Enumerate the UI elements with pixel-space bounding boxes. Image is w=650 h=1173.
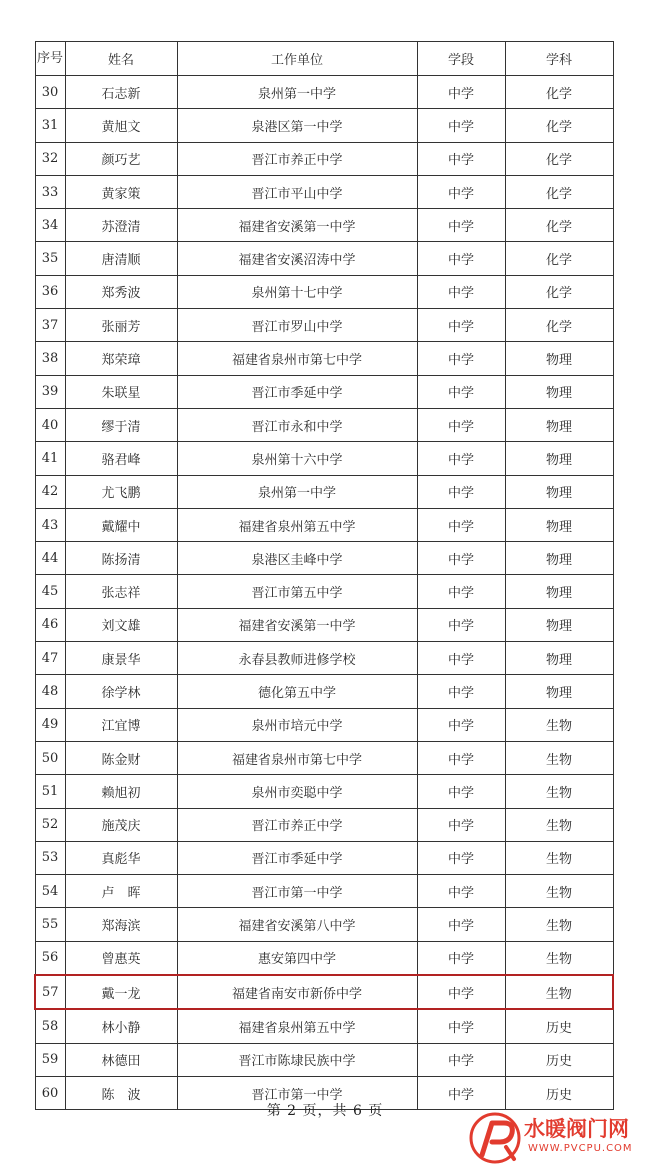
cell-subject: 生物	[505, 941, 613, 975]
cell-stage: 中学	[417, 275, 505, 308]
cell-unit: 福建省泉州市第七中学	[177, 741, 417, 774]
cell-subject: 物理	[505, 608, 613, 641]
cell-no: 57	[35, 975, 65, 1009]
cell-subject: 生物	[505, 708, 613, 741]
table-row	[35, 875, 613, 908]
cell-no: 49	[35, 708, 65, 741]
cell-name: 陈扬清	[65, 542, 177, 575]
cell-no: 60	[35, 1076, 65, 1109]
cell-name: 戴耀中	[65, 508, 177, 541]
cell-no: 41	[35, 442, 65, 475]
cell-name: 陈金财	[65, 741, 177, 774]
cell-no: 40	[35, 408, 65, 441]
table-row	[35, 808, 613, 841]
cell-subject: 化学	[505, 142, 613, 175]
cell-stage: 中学	[417, 1043, 505, 1076]
table-row	[35, 608, 613, 641]
cell-stage: 中学	[417, 508, 505, 541]
cell-name: 黄旭文	[65, 109, 177, 142]
cell-stage: 中学	[417, 708, 505, 741]
cell-name: 陈 波	[65, 1076, 177, 1109]
cell-unit: 泉港区圭峰中学	[177, 542, 417, 575]
cell-stage: 中学	[417, 642, 505, 675]
teacher-roster-table	[34, 41, 614, 1110]
cell-subject: 物理	[505, 508, 613, 541]
header-subject: 学科	[505, 42, 613, 76]
cell-name: 真彪华	[65, 841, 177, 874]
cell-unit: 泉州第一中学	[177, 475, 417, 508]
cell-stage: 中学	[417, 841, 505, 874]
cell-subject: 物理	[505, 475, 613, 508]
cell-name: 郑荣璋	[65, 342, 177, 375]
table-row	[35, 741, 613, 774]
cell-stage: 中学	[417, 875, 505, 908]
cell-name: 唐清顺	[65, 242, 177, 275]
cell-stage: 中学	[417, 575, 505, 608]
cell-subject: 物理	[505, 675, 613, 708]
cell-name: 石志新	[65, 76, 177, 109]
cell-no: 54	[35, 875, 65, 908]
cell-unit: 泉港区第一中学	[177, 109, 417, 142]
cell-stage: 中学	[417, 442, 505, 475]
cell-stage: 中学	[417, 941, 505, 975]
cell-name: 施茂庆	[65, 808, 177, 841]
cell-subject: 历史	[505, 1043, 613, 1076]
cell-no: 38	[35, 342, 65, 375]
cell-stage: 中学	[417, 975, 505, 1009]
cell-unit: 晋江市第一中学	[177, 875, 417, 908]
header-unit: 工作单位	[177, 42, 417, 76]
cell-subject: 化学	[505, 76, 613, 109]
cell-no: 48	[35, 675, 65, 708]
table-row	[35, 708, 613, 741]
table-row	[35, 575, 613, 608]
cell-no: 33	[35, 175, 65, 208]
cell-subject: 化学	[505, 209, 613, 242]
cell-unit: 福建省泉州市第七中学	[177, 342, 417, 375]
cell-no: 59	[35, 1043, 65, 1076]
cell-unit: 福建省泉州第五中学	[177, 508, 417, 541]
cell-stage: 中学	[417, 741, 505, 774]
cell-subject: 化学	[505, 175, 613, 208]
cell-no: 53	[35, 841, 65, 874]
cell-subject: 化学	[505, 309, 613, 342]
table-row	[35, 309, 613, 342]
table-row	[35, 342, 613, 375]
cell-subject: 生物	[505, 741, 613, 774]
cell-no: 46	[35, 608, 65, 641]
cell-stage: 中学	[417, 542, 505, 575]
header-no: 序号	[35, 42, 65, 76]
table-row	[35, 242, 613, 275]
cell-no: 36	[35, 275, 65, 308]
header-name: 姓名	[65, 42, 177, 76]
cell-stage: 中学	[417, 209, 505, 242]
table-row	[35, 375, 613, 408]
cell-unit: 晋江市罗山中学	[177, 309, 417, 342]
cell-unit: 福建省安溪第八中学	[177, 908, 417, 941]
cell-name: 刘文雄	[65, 608, 177, 641]
cell-unit: 晋江市永和中学	[177, 408, 417, 441]
cell-subject: 生物	[505, 975, 613, 1009]
cell-stage: 中学	[417, 1076, 505, 1109]
cell-subject: 生物	[505, 808, 613, 841]
cell-unit: 晋江市平山中学	[177, 175, 417, 208]
cell-subject: 化学	[505, 275, 613, 308]
cell-stage: 中学	[417, 175, 505, 208]
cell-subject: 物理	[505, 542, 613, 575]
cell-unit: 福建省安溪第一中学	[177, 608, 417, 641]
cell-no: 43	[35, 508, 65, 541]
cell-no: 51	[35, 775, 65, 808]
cell-no: 45	[35, 575, 65, 608]
table-row	[35, 275, 613, 308]
table-row	[35, 908, 613, 941]
table-row	[35, 76, 613, 109]
cell-name: 林德田	[65, 1043, 177, 1076]
cell-stage: 中学	[417, 1009, 505, 1043]
table-row	[35, 941, 613, 975]
cell-subject: 历史	[505, 1009, 613, 1043]
table-row	[35, 408, 613, 441]
cell-no: 58	[35, 1009, 65, 1043]
table-row	[35, 475, 613, 508]
cell-name: 郑海滨	[65, 908, 177, 941]
watermark	[468, 1107, 638, 1167]
cell-unit: 泉州第十六中学	[177, 442, 417, 475]
cell-name: 戴一龙	[65, 975, 177, 1009]
header-stage: 学段	[417, 42, 505, 76]
table-row	[35, 775, 613, 808]
cell-stage: 中学	[417, 775, 505, 808]
cell-name: 卢 晖	[65, 875, 177, 908]
cell-no: 52	[35, 808, 65, 841]
cell-no: 44	[35, 542, 65, 575]
cell-subject: 生物	[505, 875, 613, 908]
cell-no: 42	[35, 475, 65, 508]
cell-unit: 德化第五中学	[177, 675, 417, 708]
cell-no: 30	[35, 76, 65, 109]
cell-unit: 泉州第一中学	[177, 76, 417, 109]
table-row	[35, 1043, 613, 1076]
table-row	[35, 175, 613, 208]
cell-subject: 物理	[505, 575, 613, 608]
table-row	[35, 542, 613, 575]
cell-name: 赖旭初	[65, 775, 177, 808]
cell-name: 曾惠英	[65, 941, 177, 975]
cell-name: 张志祥	[65, 575, 177, 608]
table-row	[35, 109, 613, 142]
cell-unit: 晋江市陈埭民族中学	[177, 1043, 417, 1076]
cell-name: 颜巧艺	[65, 142, 177, 175]
cell-name: 骆君峰	[65, 442, 177, 475]
cell-no: 34	[35, 209, 65, 242]
cell-name: 苏澄清	[65, 209, 177, 242]
cell-unit: 晋江市季延中学	[177, 375, 417, 408]
cell-stage: 中学	[417, 309, 505, 342]
cell-unit: 福建省安溪沼涛中学	[177, 242, 417, 275]
table-row	[35, 1009, 613, 1043]
watermark-url: WWW.PVCPU.COM	[528, 1143, 633, 1154]
cell-no: 47	[35, 642, 65, 675]
cell-name: 尤飞鹏	[65, 475, 177, 508]
cell-name: 江宜博	[65, 708, 177, 741]
cell-unit: 惠安第四中学	[177, 941, 417, 975]
cell-subject: 生物	[505, 908, 613, 941]
table-row	[35, 508, 613, 541]
cell-unit: 泉州市培元中学	[177, 708, 417, 741]
cell-stage: 中学	[417, 808, 505, 841]
cell-name: 缪于清	[65, 408, 177, 441]
table-row	[35, 675, 613, 708]
cell-no: 39	[35, 375, 65, 408]
table-row	[35, 209, 613, 242]
cell-unit: 晋江市第五中学	[177, 575, 417, 608]
cell-unit: 晋江市养正中学	[177, 142, 417, 175]
table-row-highlighted	[35, 975, 613, 1009]
cell-subject: 物理	[505, 642, 613, 675]
cell-stage: 中学	[417, 908, 505, 941]
cell-stage: 中学	[417, 342, 505, 375]
cell-stage: 中学	[417, 142, 505, 175]
watermark-logo-icon	[468, 1111, 526, 1165]
cell-subject: 生物	[505, 775, 613, 808]
cell-name: 林小静	[65, 1009, 177, 1043]
cell-stage: 中学	[417, 375, 505, 408]
cell-no: 31	[35, 109, 65, 142]
table-row	[35, 841, 613, 874]
cell-subject: 生物	[505, 841, 613, 874]
table-row	[35, 642, 613, 675]
cell-subject: 化学	[505, 109, 613, 142]
cell-name: 郑秀波	[65, 275, 177, 308]
cell-stage: 中学	[417, 675, 505, 708]
cell-stage: 中学	[417, 475, 505, 508]
page-footer: 第 2 页，共 6 页	[266, 1103, 384, 1119]
cell-subject: 历史	[505, 1076, 613, 1109]
cell-no: 50	[35, 741, 65, 774]
cell-subject: 物理	[505, 408, 613, 441]
table-body	[35, 76, 613, 1110]
cell-unit: 晋江市第一中学	[177, 1076, 417, 1109]
table-row	[35, 142, 613, 175]
cell-stage: 中学	[417, 76, 505, 109]
cell-stage: 中学	[417, 608, 505, 641]
cell-subject: 物理	[505, 342, 613, 375]
table-header-row	[35, 42, 613, 76]
cell-subject: 物理	[505, 375, 613, 408]
cell-name: 康景华	[65, 642, 177, 675]
cell-name: 徐学林	[65, 675, 177, 708]
cell-subject: 化学	[505, 242, 613, 275]
cell-unit: 福建省南安市新侨中学	[177, 975, 417, 1009]
cell-unit: 泉州第十七中学	[177, 275, 417, 308]
cell-unit: 晋江市养正中学	[177, 808, 417, 841]
table-row	[35, 442, 613, 475]
cell-unit: 泉州市奕聪中学	[177, 775, 417, 808]
cell-stage: 中学	[417, 408, 505, 441]
watermark-title: 水暖阀门网	[524, 1117, 629, 1141]
cell-unit: 福建省泉州第五中学	[177, 1009, 417, 1043]
cell-name: 张丽芳	[65, 309, 177, 342]
cell-stage: 中学	[417, 109, 505, 142]
cell-unit: 福建省安溪第一中学	[177, 209, 417, 242]
cell-unit: 永春县教师进修学校	[177, 642, 417, 675]
cell-no: 37	[35, 309, 65, 342]
cell-subject: 物理	[505, 442, 613, 475]
cell-no: 56	[35, 941, 65, 975]
cell-name: 黄家策	[65, 175, 177, 208]
cell-no: 35	[35, 242, 65, 275]
cell-no: 32	[35, 142, 65, 175]
cell-stage: 中学	[417, 242, 505, 275]
cell-no: 55	[35, 908, 65, 941]
cell-name: 朱联星	[65, 375, 177, 408]
cell-unit: 晋江市季延中学	[177, 841, 417, 874]
